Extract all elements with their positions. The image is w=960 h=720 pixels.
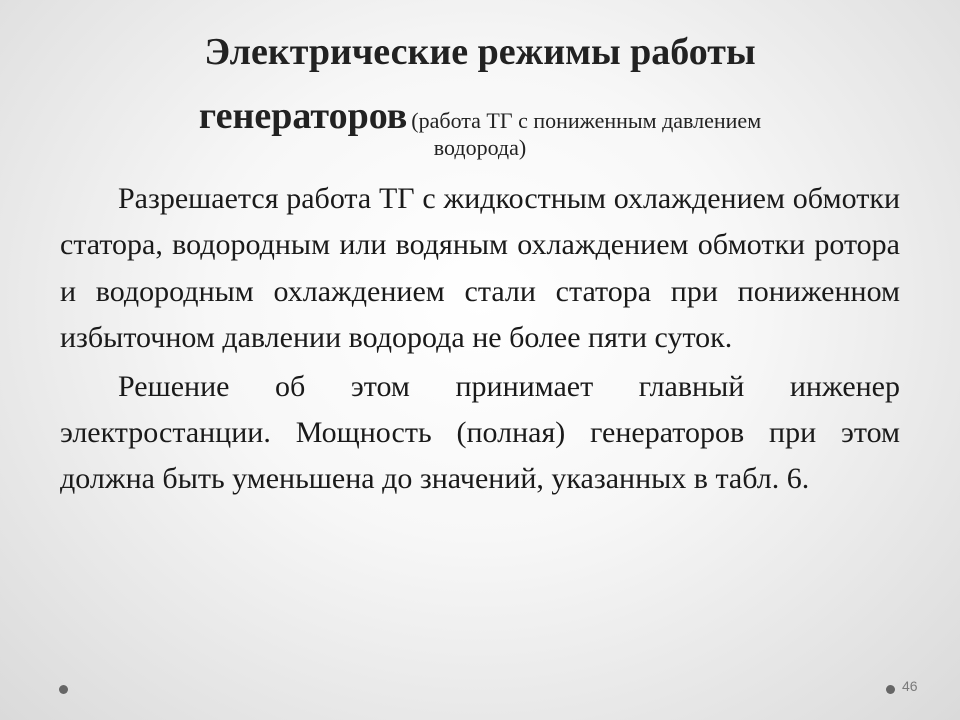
title-line-2-bold: генераторов	[198, 95, 408, 137]
slide-body	[60, 176, 900, 505]
title-line-1: Электрические режимы работы	[204, 31, 756, 73]
title-subtitle: (работа ТГ с пониженным давлением	[411, 108, 762, 133]
paragraph-2: Решение об этом принимает главный инженер электростанции. Мощность (полная) генераторов при этом должна быть уменьшена до значений, указанных в табл. 6.	[60, 369, 900, 496]
paragraph-1: Разрешается работа ТГ с жидкостным охлаждением обмотки статора, водородным или водяным охлаждением обмотки ротора и водородным охлаждением стали статора при пониженном избыточном давлении водорода не более пяти суток.	[60, 182, 900, 355]
footer-dot-right-icon	[886, 685, 895, 694]
page-number: 46	[902, 678, 918, 694]
footer-dot-left-icon	[59, 685, 68, 694]
title-subtitle-continued: водорода)	[433, 135, 527, 160]
